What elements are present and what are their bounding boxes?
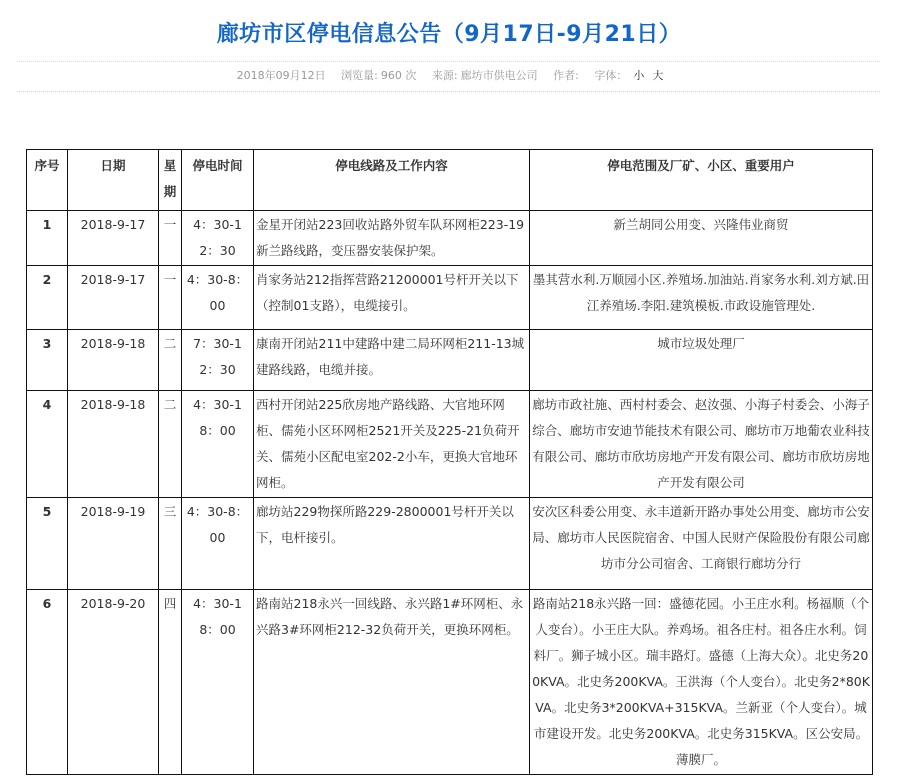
cell-time: 4：30-12：30 xyxy=(182,211,254,266)
article-meta xyxy=(0,67,898,85)
cell-time: 4：30-8：00 xyxy=(182,266,254,330)
cell-weekday: 二 xyxy=(159,391,182,498)
table-row xyxy=(27,266,873,330)
cell-area: 城市垃圾处理厂 xyxy=(530,330,873,391)
divider-top xyxy=(17,61,880,62)
cell-date: 2018-9-19 xyxy=(68,498,159,590)
cell-line: 康南开闭站211中建路中建二局环网柜211-13城建路线路，电缆并接。 xyxy=(254,330,530,391)
header-no: 序号 xyxy=(27,150,68,211)
cell-date: 2018-9-20 xyxy=(68,590,159,775)
cell-line: 路南站218永兴一回线路、永兴路1#环网柜、永兴路3#环网柜212-32负荷开关，更换环网柜。 xyxy=(254,590,530,775)
cell-weekday: 一 xyxy=(159,211,182,266)
cell-area: 路南站218永兴路一回：盛德花园。小王庄水利。杨福顺（个人变台）。小王庄大队。养鸡场。祖各庄村。祖各庄水利。饲料厂。狮子城小区。瑞丰路灯。盛德（上海大众）。北史务200KVA。北史务200KVA。王洪海（个人变台）。北史务2*80KVA。北史务3*200KVA+315KVA。兰新亚（个人变台）。城市建设开发。北史务200KVA。北史务315KVA。区公安局。薄膜厂。 xyxy=(530,590,873,775)
views-value: 960 次 xyxy=(380,69,417,82)
cell-no: 3 xyxy=(27,330,68,391)
table-row xyxy=(27,590,873,775)
header-weekday: 星期 xyxy=(159,150,182,211)
header-line: 停电线路及工作内容 xyxy=(254,150,530,211)
outage-table xyxy=(26,149,873,775)
cell-weekday: 三 xyxy=(159,498,182,590)
cell-no: 1 xyxy=(27,211,68,266)
cell-no: 5 xyxy=(27,498,68,590)
cell-date: 2018-9-17 xyxy=(68,266,159,330)
view-count xyxy=(341,69,416,82)
cell-weekday: 一 xyxy=(159,266,182,330)
table-header-row xyxy=(27,150,873,211)
cell-line: 廊坊站229物探所路229-2800001号杆开关以下，电杆接引。 xyxy=(254,498,530,590)
cell-area: 安次区科委公用变、永丰道新开路办事处公用变、廊坊市公安局、廊坊市人民医院宿舍、中国人民财产保险股份有限公司廊坊市分公司宿舍、工商银行廊坊分行 xyxy=(530,498,873,590)
cell-weekday: 四 xyxy=(159,590,182,775)
font-small-button[interactable]: 小 xyxy=(633,69,645,82)
publish-date: 2018年09月12日 xyxy=(236,69,326,82)
table-row xyxy=(27,498,873,590)
cell-line: 西村开闭站225欣房地产路线路、大官地环网柜、儒苑小区环网柜2521开关及225-21负荷开关、儒苑小区配电室202-2小车，更换大官地环网柜。 xyxy=(254,391,530,498)
cell-no: 6 xyxy=(27,590,68,775)
header-date: 日期 xyxy=(68,150,159,211)
cell-line: 金星开闭站223回收站路外贸车队环网柜223-19新兰路线路，变压器安装保护架。 xyxy=(254,211,530,266)
divider-bottom xyxy=(17,91,880,92)
source-value: 廊坊市供电公司 xyxy=(460,69,538,82)
cell-line: 肖家务站212指挥营路21200001号杆开关以下（控制01支路），电缆接引。 xyxy=(254,266,530,330)
header-area: 停电范围及厂矿、小区、重要用户 xyxy=(530,150,873,211)
font-size-control xyxy=(588,69,667,82)
source-label: 来源: xyxy=(431,69,458,82)
cell-date: 2018-9-18 xyxy=(68,330,159,391)
cell-time: 4：30-8：00 xyxy=(182,498,254,590)
cell-time: 4：30-18：00 xyxy=(182,391,254,498)
table-row xyxy=(27,330,873,391)
source xyxy=(432,69,538,82)
cell-date: 2018-9-18 xyxy=(68,391,159,498)
header-time: 停电时间 xyxy=(182,150,254,211)
views-label: 浏览量: xyxy=(341,69,378,82)
cell-time: 7：30-12：30 xyxy=(182,330,254,391)
cell-time: 4：30-18：00 xyxy=(182,590,254,775)
cell-area: 新兰胡同公用变、兴隆伟业商贸 xyxy=(530,211,873,266)
cell-weekday: 二 xyxy=(159,330,182,391)
cell-area: 廊坊市政社施、西村村委会、赵汝强、小海子村委会、小海子综合、廊坊市安迪节能技术有限公司、廊坊市万地葡农业科技有限公司、廊坊市欣坊房地产开发有限公司、廊坊市欣坊房地产开发有限公司 xyxy=(530,391,873,498)
page-title: 廊坊市区停电信息公告（9月17日-9月21日） xyxy=(216,22,682,47)
cell-no: 2 xyxy=(27,266,68,330)
cell-date: 2018-9-17 xyxy=(68,211,159,266)
author-label: 作者: xyxy=(553,69,579,82)
table-row xyxy=(27,391,873,498)
font-large-button[interactable]: 大 xyxy=(652,69,664,82)
cell-no: 4 xyxy=(27,391,68,498)
cell-area: 墨其营水利.万顺园小区.养殖场.加油站.肖家务水利.刘方斌.田江养殖场.李阳.建筑模板.市政设施管理处. xyxy=(530,266,873,330)
table-row xyxy=(27,211,873,266)
font-size-label: 字体： xyxy=(594,69,628,82)
